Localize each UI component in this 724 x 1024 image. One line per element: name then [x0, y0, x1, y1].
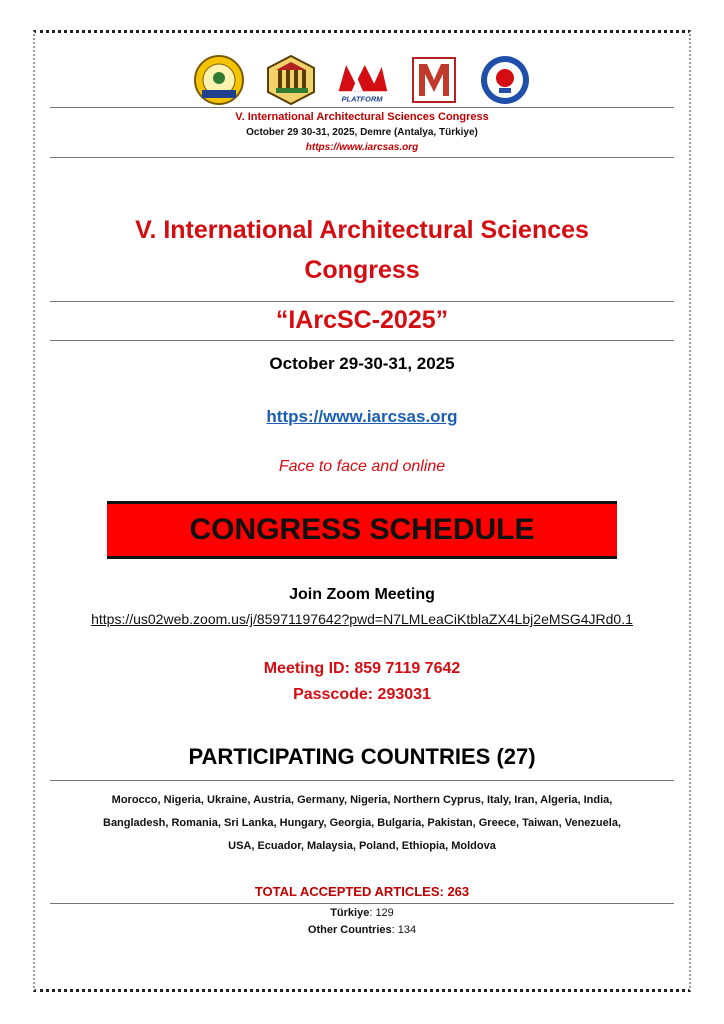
website-link[interactable]: https://www.iarcsas.org: [266, 407, 458, 426]
passcode: Passcode: 293031: [293, 686, 431, 703]
other-countries-value: : 134: [391, 924, 417, 936]
header-title: V. International Architectural Sciences Congress: [235, 111, 489, 123]
divider: [50, 301, 674, 302]
divider: [50, 903, 674, 904]
divider: [50, 157, 674, 158]
platform-logo-text: PLATFORM: [341, 94, 383, 104]
countries-line: Morocco, Nigeria, Ukraine, Austria, Germany, Nigeria, Northern Cyprus, Italy, Iran, Algeria, India,: [111, 794, 613, 806]
turkiye-label: Türkiye: [330, 907, 370, 919]
turkiye-value: : 129: [369, 907, 394, 919]
logo-strip: [190, 52, 534, 108]
mimarlik-logo: [405, 54, 463, 106]
meeting-id: Meeting ID: 859 7119 7642: [263, 660, 461, 677]
zoom-title: Join Zoom Meeting: [289, 586, 435, 603]
congress-title: [0, 210, 724, 290]
total-articles-title: TOTAL ACCEPTED ARTICLES: 263: [254, 884, 470, 899]
zoom-link[interactable]: https://us02web.zoom.us/j/85971197642?pwd=N7LMLeaCiKtblaZX4Lbj2eMSG4JRd0.1: [91, 611, 633, 627]
countries-title: PARTICIPATING COUNTRIES (27): [188, 744, 536, 769]
university-seal-logo: [190, 54, 248, 106]
schedule-banner: [107, 501, 617, 559]
countries-line: USA, Ecuador, Malaysia, Poland, Ethiopia, Moldova: [228, 840, 496, 852]
schedule-banner-label: CONGRESS SCHEDULE: [189, 513, 535, 546]
header-dates: October 29 30-31, 2025, Demre (Antalya, Türkiye): [246, 127, 478, 138]
header-url[interactable]: https://www.iarcsas.org: [305, 142, 419, 153]
congress-title-line2: Congress: [304, 256, 420, 284]
countries-list: [60, 789, 664, 858]
congress-dates: October 29-30-31, 2025: [269, 354, 455, 373]
turkiye-stat: [0, 907, 724, 919]
divider: [50, 107, 674, 108]
platform-logo: [333, 54, 391, 106]
other-countries-stat: [0, 924, 724, 936]
divider: [50, 780, 674, 781]
countries-line: Bangladesh, Romania, Sri Lanka, Hungary, Georgia, Bulgaria, Pakistan, Greece, Taiwan, Venezuela,: [103, 817, 621, 829]
congress-acronym: “IArcSC-2025”: [275, 306, 449, 334]
municipality-seal-logo: [476, 54, 534, 106]
divider: [50, 340, 674, 341]
congress-title-line1: V. International Architectural Sciences: [135, 216, 589, 244]
other-countries-label: Other Countries: [307, 924, 392, 936]
attendance-mode: Face to face and online: [278, 458, 446, 475]
academy-logo: [262, 54, 320, 106]
